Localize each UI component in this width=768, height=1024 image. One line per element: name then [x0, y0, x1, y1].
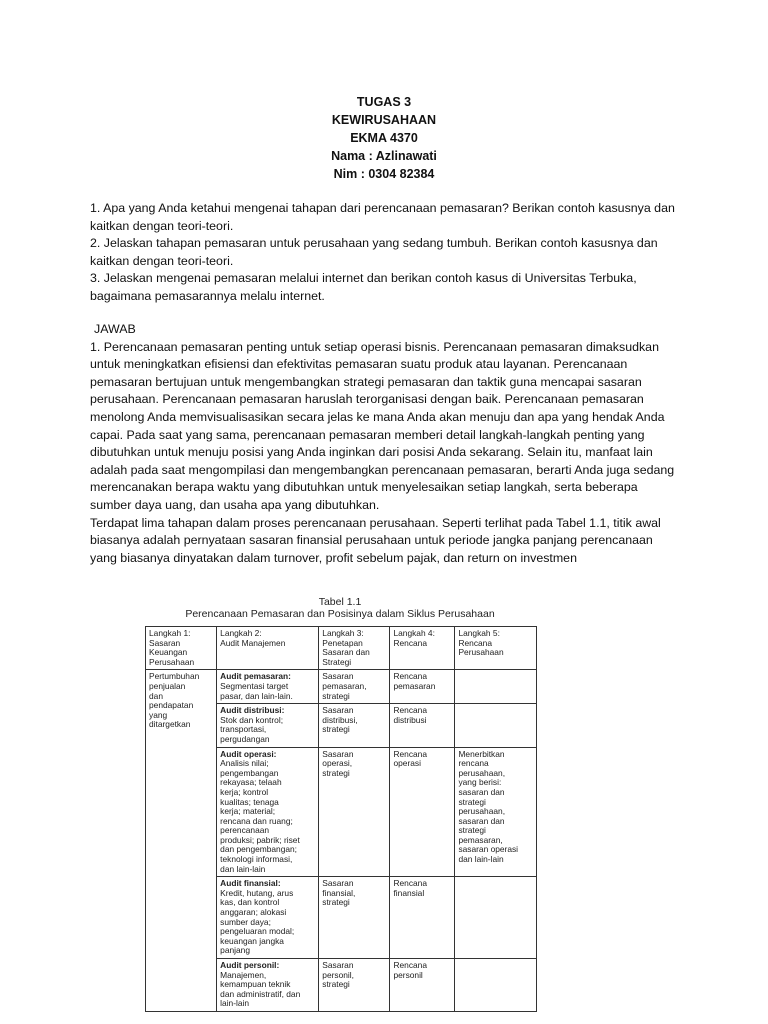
table-subtitle: Perencanaan Pemasaran dan Posisinya dalam Siklus Perusahaan — [185, 608, 495, 620]
table-header-cell: Langkah 5: Rencana Perusahaan — [455, 627, 537, 670]
table-cell-sasaran: Sasaran pemasaran, strategi — [319, 670, 390, 704]
answer-paragraph-2: Terdapat lima tahapan dalam proses perencanaan perusahaan. Seperti terlihat pada Tabel 1.1, titik awal biasanya adalah pernyataan sasaran finansial perusahaan untuk periode jangka panjang perencanaan yang biasanya dinyatakan dalam turnover, profit sebelum pajak, dan return on investmen — [90, 515, 661, 565]
table-cell-target: Pertumbuhan penjualan dan pendapatan yang ditargetkan — [146, 670, 217, 1012]
audit-title: Audit pemasaran: — [220, 671, 291, 682]
table-cell-rencana: Rencana personil — [390, 959, 455, 1012]
table-cell-rencana: Rencana operasi — [390, 747, 455, 877]
document-header — [0, 93, 768, 183]
table-cell-sasaran: Sasaran finansial, strategi — [319, 877, 390, 959]
table-figure — [140, 596, 540, 1012]
table-cell-audit — [217, 959, 319, 1012]
table-cell-rencana: Rencana pemasaran — [390, 670, 455, 704]
header-student-id: Nim : 0304 82384 — [333, 167, 435, 181]
table-cell-audit — [217, 877, 319, 959]
table-cell-rencana: Rencana distribusi — [390, 704, 455, 747]
table-header-cell: Langkah 4: Rencana — [390, 627, 455, 670]
audit-title: Audit personil: — [220, 960, 280, 970]
table-cell-empty — [455, 959, 537, 1012]
audit-title: Audit finansial: — [220, 878, 281, 889]
table-cell-sasaran: Sasaran distribusi, strategi — [319, 704, 390, 747]
table-cell-audit — [217, 704, 319, 747]
table-header-cell: Langkah 2: Audit Manajemen — [217, 627, 319, 670]
audit-body: Analisis nilai; pengembangan rekayasa; telaah kerja; kontrol kualitas; tenaga kerja; material; rencana dan ruang; perencanaan produksi; pabrik; riset dan pengembangan; teknologi informasi, dan lain-lain — [220, 758, 300, 874]
table-header-row — [146, 627, 537, 670]
question-1: 1. Apa yang Anda ketahui mengenai tahapan dari perencanaan pemasaran? Berikan contoh kasusnya dan kaitkan dengan teori-teori. — [90, 201, 675, 233]
audit-body: Stok dan kontrol; transportasi, pergudangan — [220, 714, 284, 744]
answer-section — [90, 321, 680, 567]
table-cell-sasaran: Sasaran personil, strategi — [319, 959, 390, 1012]
question-2: 2. Jelaskan tahapan pemasaran untuk perusahaan yang sedang tumbuh. Berikan contoh kasusnya dan kaitkan dengan teori-teori. — [90, 236, 658, 268]
questions-section — [90, 200, 680, 306]
table-cell-audit — [217, 670, 319, 704]
header-student-name: Nama : Azlinawati — [331, 149, 437, 163]
table-row — [146, 670, 537, 704]
audit-title: Audit distribusi: — [220, 705, 285, 716]
header-course: KEWIRUSAHAAN — [331, 113, 437, 127]
table-title: Tabel 1.1 — [318, 596, 362, 608]
header-course-code: EKMA 4370 — [350, 131, 418, 145]
audit-body: Manajemen, kemampuan teknik dan administratif, dan lain-lain — [220, 969, 301, 1009]
planning-table — [145, 626, 537, 1012]
table-cell-audit — [217, 747, 319, 877]
table-header-cell: Langkah 1: Sasaran Keuangan Perusahaan — [146, 627, 217, 670]
audit-body: Kredit, hutang, arus kas, dan kontrol anggaran; alokasi sumber daya; pengeluaran modal; keuangan jangka panjang — [220, 887, 295, 956]
answer-label: JAWAB — [94, 322, 136, 336]
table-cell-empty — [455, 877, 537, 959]
table-header-cell: Langkah 3: Penetapan Sasaran dan Strategi — [319, 627, 390, 670]
table-cell-company-plan: Menerbitkan rencana perusahaan, yang berisi: sasaran dan strategi perusahaan, sasaran dan strategi pemasaran, sasaran operasi dan lain-lain — [455, 747, 537, 877]
answer-paragraph-1: 1. Perencanaan pemasaran penting untuk setiap operasi bisnis. Perencanaan pemasaran dimaksudkan untuk meningkatkan efisiensi dan efektivitas pemasaran suatu produk atau layanan. Perencanaan pemasaran bertujuan untuk mengembangkan strategi pemasaran dan taktik guna mencapai sasaran perusahaan. Perencanaan pemasaran haruslah terorganisasi dengan baik. Perencanaan pemasaran menolong Anda memvisualisasikan secara jelas ke mana Anda akan menuju dan apa yang hendak Anda capai. Pada saat yang sama, perencanaan pemasaran memberi detail langkah-langkah penting yang dibutuhkan untuk menuju posisi yang Anda inginkan dari posisi Anda sekarang. Selain itu, manfaat lain adalah pada saat mengompilasi dan mengembangkan perencanaan pemasaran, berarti Anda juga sedang merencanakan berapa waktu yang dibutuhkan untuk menyelesaikan setiap langkah, serta beberapa sumber daya uang, dan usaha apa yang dibutuhkan. — [90, 339, 675, 512]
table-cell-empty — [455, 704, 537, 747]
table-cell-empty — [455, 670, 537, 704]
table-cell-rencana: Rencana finansial — [390, 877, 455, 959]
table-cell-sasaran: Sasaran operasi, strategi — [319, 747, 390, 877]
audit-title: Audit operasi: — [220, 748, 277, 759]
question-3: 3. Jelaskan mengenai pemasaran melalui internet dan berikan contoh kasus di Universitas Terbuka, bagaimana pemasarannya melalu internet. — [90, 271, 637, 303]
header-assignment: TUGAS 3 — [356, 95, 412, 109]
audit-body: Segmentasi target pasar, dan lain-lain. — [220, 680, 293, 701]
